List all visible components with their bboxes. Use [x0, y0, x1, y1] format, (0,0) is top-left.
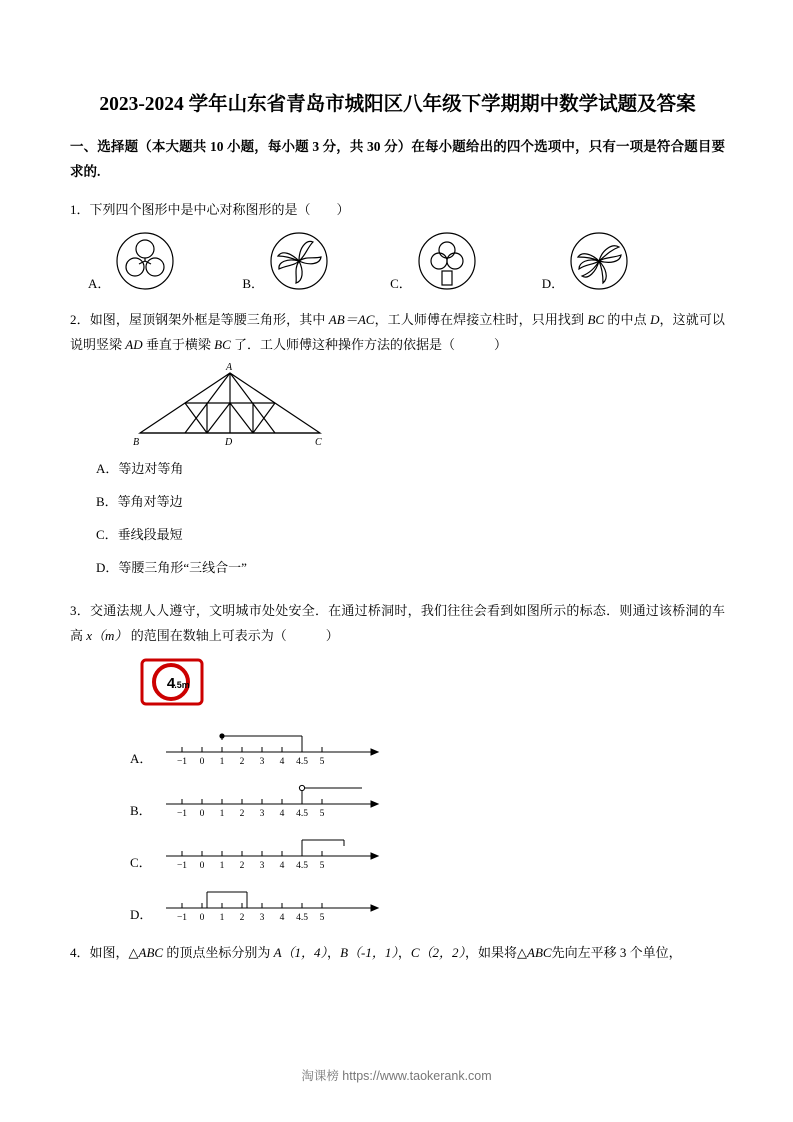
- question-2-number: 2．: [70, 312, 90, 327]
- question-3-sign-figure: [70, 658, 725, 716]
- number-line-c: [152, 826, 402, 872]
- svg-text:2: 2: [239, 861, 245, 871]
- number-line-b: [152, 774, 402, 820]
- page-title: 2023-2024 学年山东省青岛市城阳区八年级下学期期中数学试题及答案: [99, 94, 696, 115]
- question-3-option-d: [70, 878, 725, 924]
- question-4-formula-1: ABC: [138, 945, 164, 960]
- option-c-label: C．: [390, 276, 412, 291]
- question-2-text-3: 的中点: [604, 312, 651, 327]
- figure-triskelion-icon: [112, 228, 178, 294]
- question-3-number: 3．: [70, 603, 90, 618]
- question-1-figures: [70, 228, 725, 294]
- question-2-text-2: ，工人师傅在焊接立柱时，只用找到: [374, 312, 588, 327]
- svg-text:5: 5: [319, 757, 325, 767]
- svg-text:−1: −1: [176, 861, 188, 871]
- svg-text:5: 5: [319, 809, 325, 819]
- svg-text:C: C: [315, 437, 322, 448]
- question-2-option-b: B．等角对等边: [96, 494, 183, 509]
- section-heading: 一、选择题（本大题共 10 小题，每小题 3 分，共 30 分）在每小题给出的四个选项中，只有一项是符合题目要求的.: [70, 139, 725, 179]
- svg-text:2: 2: [239, 757, 245, 767]
- question-4-text-6: 先向左平移 3 个单位，: [551, 945, 682, 960]
- svg-text:4.5: 4.5: [296, 757, 308, 767]
- svg-text:4: 4: [279, 757, 285, 767]
- figure-pinwheel-icon: [266, 228, 332, 294]
- question-4-text-1: 如图，△: [89, 945, 139, 960]
- svg-text:4: 4: [279, 913, 285, 923]
- svg-text:5: 5: [319, 861, 325, 871]
- question-3-text-2: 的范围在数轴上可表示为（ ）: [127, 628, 339, 643]
- document-content: [70, 88, 725, 965]
- question-2-formula-2: BC: [587, 312, 605, 327]
- question-2-formula-5: BC: [214, 337, 231, 352]
- svg-text:0: 0: [199, 861, 205, 871]
- footer-watermark: 淘课榜 https://www.taokerank.com: [301, 1069, 492, 1083]
- question-4-formula-3: B（-1，1）: [340, 945, 398, 960]
- question-2-text-6: 了．工人师傅这种操作方法的依据是（ ）: [230, 337, 508, 352]
- question-3-option-c: [70, 826, 725, 872]
- svg-text:4.5: 4.5: [296, 861, 308, 871]
- svg-text:A: A: [226, 363, 233, 373]
- question-2-formula-4: AD: [125, 337, 143, 352]
- question-4-text-3: ，: [327, 945, 341, 960]
- svg-text:0: 0: [199, 757, 205, 767]
- figure-tree-icon: [414, 228, 480, 294]
- svg-text:0: 0: [199, 809, 205, 819]
- question-3-formula-1: x（m）: [86, 628, 128, 643]
- option-a-label: A．: [130, 750, 153, 766]
- svg-text:4: 4: [279, 809, 285, 819]
- question-4-text-5: ，如果将△: [465, 945, 528, 960]
- svg-text:2: 2: [239, 913, 245, 923]
- svg-text:3: 3: [259, 757, 265, 767]
- question-4-formula-5: ABC: [527, 945, 552, 960]
- question-3-option-a: [70, 722, 725, 768]
- question-2-option-a: A．等边对等角: [96, 461, 184, 476]
- question-2-formula-3: D: [650, 312, 660, 327]
- svg-text:3: 3: [259, 861, 265, 871]
- svg-text:1: 1: [219, 757, 225, 767]
- svg-text:0: 0: [199, 913, 205, 923]
- question-2: [70, 307, 725, 357]
- number-line-d: [152, 878, 402, 924]
- question-4-formula-4: C（2，2）: [410, 945, 466, 960]
- question-4-text-2: 的顶点坐标分别为: [163, 945, 274, 960]
- option-b-label: B．: [130, 802, 152, 818]
- svg-text:−1: −1: [176, 809, 188, 819]
- svg-text:.5m: .5m: [174, 680, 190, 690]
- svg-text:4.5: 4.5: [296, 913, 308, 923]
- option-a-label: A．: [88, 276, 111, 291]
- svg-text:1: 1: [219, 913, 225, 923]
- question-2-option-d: D．等腰三角形“三线合一”: [96, 560, 247, 575]
- question-1-text: 下列四个图形中是中心对称图形的是（ ）: [89, 202, 350, 217]
- svg-text:D: D: [225, 437, 233, 448]
- svg-text:4: 4: [166, 675, 176, 692]
- option-d-label: D．: [130, 906, 153, 922]
- question-2-text-5: 垂直于横梁: [142, 337, 215, 352]
- svg-text:B: B: [133, 437, 140, 448]
- question-1-option-d: [542, 228, 632, 294]
- svg-text:−1: −1: [176, 757, 188, 767]
- question-1: [70, 197, 725, 222]
- question-2-text-4: ，这就可以说明竖梁: [70, 312, 725, 352]
- question-2-text-1: 如图，屋顶钢架外框是等腰三角形，其中: [89, 312, 329, 327]
- question-4-text-4: ，: [397, 945, 411, 960]
- number-line-a: [152, 722, 402, 768]
- svg-text:1: 1: [219, 809, 225, 819]
- question-2-option-c: C．垂线段最短: [96, 527, 183, 542]
- question-3-option-b: [70, 774, 725, 820]
- svg-text:−1: −1: [176, 913, 188, 923]
- svg-text:5: 5: [319, 913, 325, 923]
- svg-text:1: 1: [219, 861, 225, 871]
- figure-swirl-icon: [566, 228, 632, 294]
- question-1-option-b: [242, 228, 332, 294]
- question-3: [70, 598, 725, 648]
- option-d-label: D．: [541, 276, 565, 291]
- option-b-label: B．: [242, 276, 265, 291]
- question-2-formula-1: AB＝AC: [328, 312, 375, 327]
- question-4-formula-2: A（1，4）: [273, 945, 328, 960]
- question-1-option-a: [88, 228, 178, 294]
- question-1-number: 1．: [70, 202, 90, 217]
- svg-text:2: 2: [239, 809, 245, 819]
- question-3-text-1: 交通法规人人遵守，文明城市处处安全．在通过桥洞时，我们往往会看到如图所示的标态．则通过该桥洞的车高: [70, 603, 725, 643]
- svg-text:4: 4: [279, 861, 285, 871]
- option-c-label: C．: [130, 854, 152, 870]
- question-2-figure: [70, 363, 725, 448]
- svg-text:3: 3: [259, 809, 265, 819]
- svg-text:4.5: 4.5: [296, 809, 308, 819]
- question-4-number: 4．: [70, 945, 90, 960]
- svg-text:3: 3: [259, 913, 265, 923]
- question-1-option-c: [390, 228, 480, 294]
- question-4: [70, 940, 725, 965]
